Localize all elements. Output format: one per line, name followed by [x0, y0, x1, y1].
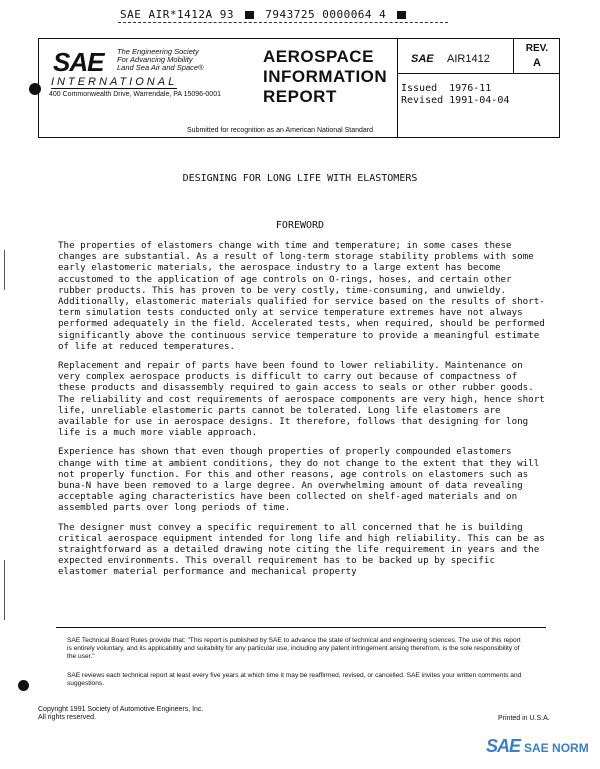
- report-type-line: AEROSPACE: [263, 47, 374, 66]
- header-divider: [513, 39, 514, 73]
- header-divider: [397, 73, 559, 74]
- punch-hole-icon: [29, 83, 41, 95]
- barcode-block: [397, 11, 406, 19]
- scan-margin-mark: [4, 560, 9, 620]
- section-heading: FOREWORD: [275, 220, 325, 231]
- sae-mark: SAE: [411, 53, 434, 65]
- issued-date: Issued 1976-11: [401, 83, 492, 94]
- paragraph: Replacement and repair of parts have been found to lower reliability. Maintenance on very complex aerospace products is difficult to carry out because of compactness of these products and disassembly required to gain access to seals or other rubber goods. The reliability and cost requirements of aerospace components are very high, hence short life, unreliable elastomeric parts cannot be tolerated. Long life elastomers are available for use in aerospace designs. It therefore, follows that designing for long life is a much more viable approach.: [58, 360, 545, 439]
- revised-date: Revised 1991-04-04: [401, 95, 510, 106]
- footer-rule: [56, 627, 546, 628]
- report-type: [263, 47, 387, 107]
- tagline-line: Land Sea Air and Space: [117, 63, 199, 72]
- paragraph: The designer must convey a specific requirement to all concerned that he is building critical aerospace equipment intended for long life and high reliability. This can be as straightforward as a detailed drawing note citing the life requirement in years and the expected environments. This overall requirement has to be backed up by specific elastomer material performance and mechanical property: [58, 521, 545, 578]
- copyright: [38, 706, 203, 722]
- tagline-line: The Engineering Society: [117, 47, 199, 56]
- document-number: AIR1412: [447, 53, 490, 65]
- report-type-line: INFORMATION: [263, 67, 388, 86]
- scan-margin-mark: [4, 250, 9, 290]
- body-text: [58, 240, 546, 586]
- address: 400 Commonwealth Drive, Warrendale, PA 15096-0001: [49, 91, 221, 98]
- watermark-logo: SAE: [486, 736, 521, 756]
- top-rule: [118, 22, 448, 23]
- logo-tagline: [117, 48, 204, 72]
- submitted-note: Submitted for recognition as an American National Standard: [187, 127, 373, 134]
- trademark: ®: [198, 63, 204, 72]
- revision-value: A: [533, 57, 541, 69]
- document-code-mid: 7943725 0000064 4: [265, 8, 387, 21]
- paragraph: The properties of elastomers change with time and temperature; in some cases these changes are substantial. As a result of long-term storage stability problems with some early elastomeric materials, the aerospace industry to a large extent has become accustomed to the application of age controls on O-rings, hoses, and certain other rubber products. This has proven to be very costly, time-consuming, and unwieldy. Additionally, elastomeric materials qualified for service based on the results of short-term simulation tests conducted only at service temperature extremes have not always performed adequately in the field. Accelerated tests, when required, should be performed significantly above the continuous service temperature to provide a meaningful estimate of life at reduced temperatures.: [58, 240, 545, 352]
- paragraph: Experience has shown that even though properties of properly compounded elastomers change with time at ambient conditions, they do not change to the extent that they will not properly function. For this and other reasons, age controls on elastomers such as buna-N have been removed to a large degree. An overwhelming amount of data revealing acceptable aging characteristics have been collected on shelf-aged materials and on assembled parts over long periods of time.: [58, 446, 540, 514]
- header-divider: [397, 39, 398, 137]
- international-label: INTERNATIONAL: [51, 76, 178, 88]
- copyright-line: Copyright 1991 Society of Automotive Engineers, Inc.: [38, 706, 204, 713]
- barcode-block: [245, 11, 254, 19]
- punch-hole-icon: [18, 680, 29, 691]
- tagline-line: For Advancing Mobility: [117, 55, 193, 64]
- document-code-line: [120, 8, 410, 21]
- sae-norm-watermark: [486, 736, 589, 757]
- rights-line: All rights reserved.: [38, 714, 96, 721]
- printed-in: Printed in U.S.A.: [498, 715, 550, 722]
- sae-logo: SAE: [53, 47, 104, 77]
- report-type-line: REPORT: [263, 87, 337, 106]
- revision-label: REV.: [525, 43, 549, 54]
- watermark-text: SAE NORM: [524, 741, 589, 755]
- review-note: SAE reviews each technical report at least every five years at which time it may be reaffirmed, revised, or cancelled. SAE invites your written comments and suggestions.: [67, 672, 522, 687]
- document-code-left: SAE AIR*1412A 93: [120, 8, 234, 21]
- document-title: DESIGNING FOR LONG LIFE WITH ELASTOMERS: [182, 173, 418, 184]
- issue-dates: [401, 83, 509, 107]
- board-rules-note: SAE Technical Board Rules provide that: "This report is published by SAE to advance the state of technical and engineering sciences. The use of this report is entirely voluntary, and its applicability and suitability for any particular use, including any patent infringement arising therefrom, is the sole responsibility of the user.": [67, 637, 521, 660]
- header-box: [38, 38, 560, 138]
